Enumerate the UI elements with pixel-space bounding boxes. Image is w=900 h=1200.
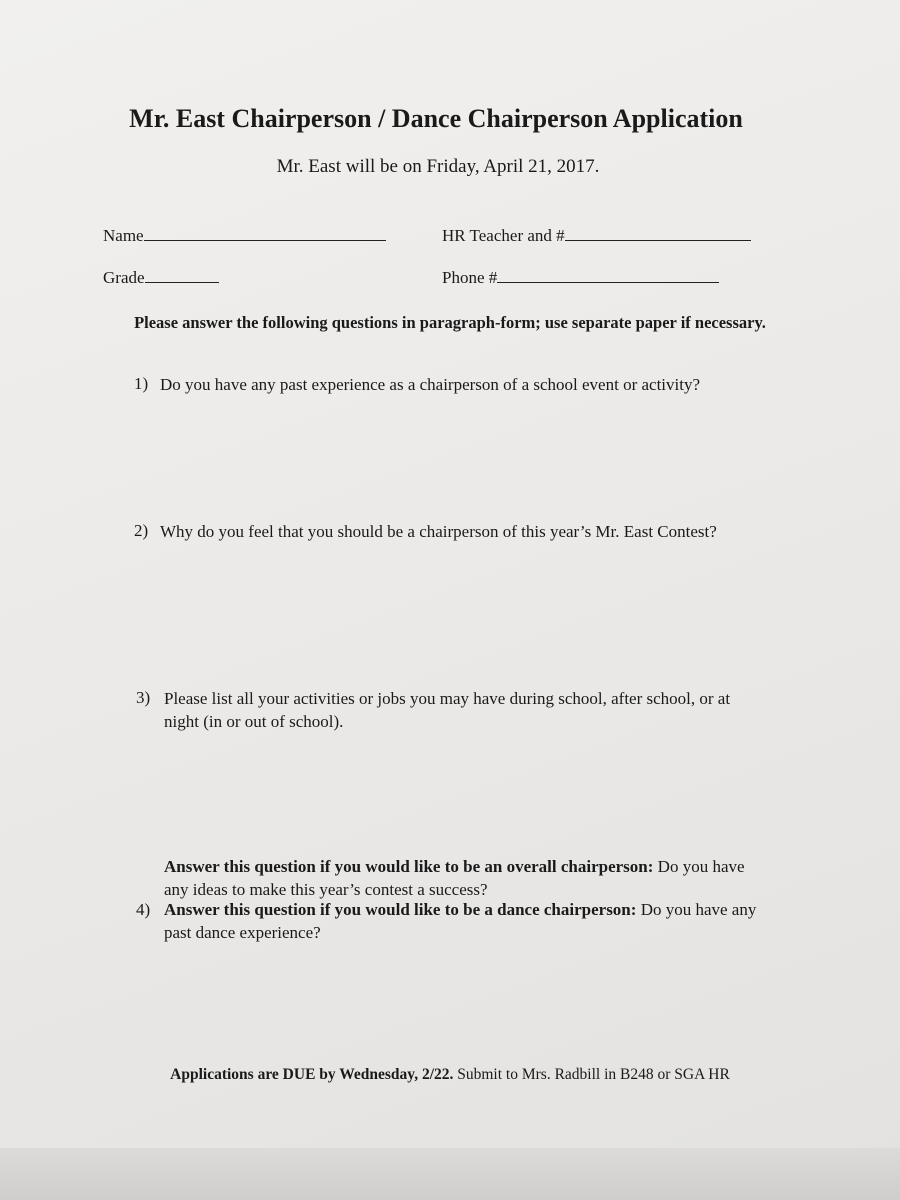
question-3-number: 3) [136,688,151,707]
due-date-footer [0,1066,900,1084]
question-4-dance-text: Do you have any past dance experience? [164,900,757,942]
instructions: Please answer the following questions in paragraph-form; use separate paper if necessary. [134,313,766,332]
question-1-text: Do you have any past experience as a chairperson of a school event or activity? [160,375,701,394]
hr-teacher-blank-line[interactable] [565,224,751,241]
grade-blank-line[interactable] [145,266,219,283]
phone-label: Phone # [442,268,498,287]
question-4-dance-condition: Answer this question if you would like to be a dance chairperson: [164,900,637,919]
question-3-text: Please list all your activities or jobs you may have during school, after school, or at night (in or out of school). [164,689,731,731]
question-4-overall-text: Do you have any ideas to make this year’s contest a success? [164,857,745,899]
grade-field [103,266,219,288]
due-date-notice: Applications are DUE by Wednesday, 2/22. [170,1066,454,1083]
event-date-subtitle: Mr. East will be on Friday, April 21, 2017. [276,156,600,177]
hr-teacher-label: HR Teacher and # [442,226,565,245]
phone-field [442,266,719,288]
question-2-text: Why do you feel that you should be a chairperson of this year’s Mr. East Contest? [160,522,717,541]
name-blank-line[interactable] [144,224,386,241]
question-4-overall [164,856,764,902]
phone-blank-line[interactable] [497,266,719,283]
question-4-number: 4) [136,900,151,919]
question-1-number: 1) [134,374,149,393]
hr-teacher-field [442,224,751,246]
question-2-number: 2) [134,521,149,540]
name-field [103,224,386,246]
question-4-overall-condition: Answer this question if you would like to be an overall chairperson: [164,857,654,876]
paper-bottom-shadow [0,1148,900,1200]
page-title: Mr. East Chairperson / Dance Chairperson Application [129,104,743,133]
question-4-dance [164,899,764,945]
name-label: Name [103,226,144,245]
submission-instructions: Submit to Mrs. Radbill in B248 or SGA HR [457,1066,730,1083]
grade-label: Grade [103,268,145,287]
